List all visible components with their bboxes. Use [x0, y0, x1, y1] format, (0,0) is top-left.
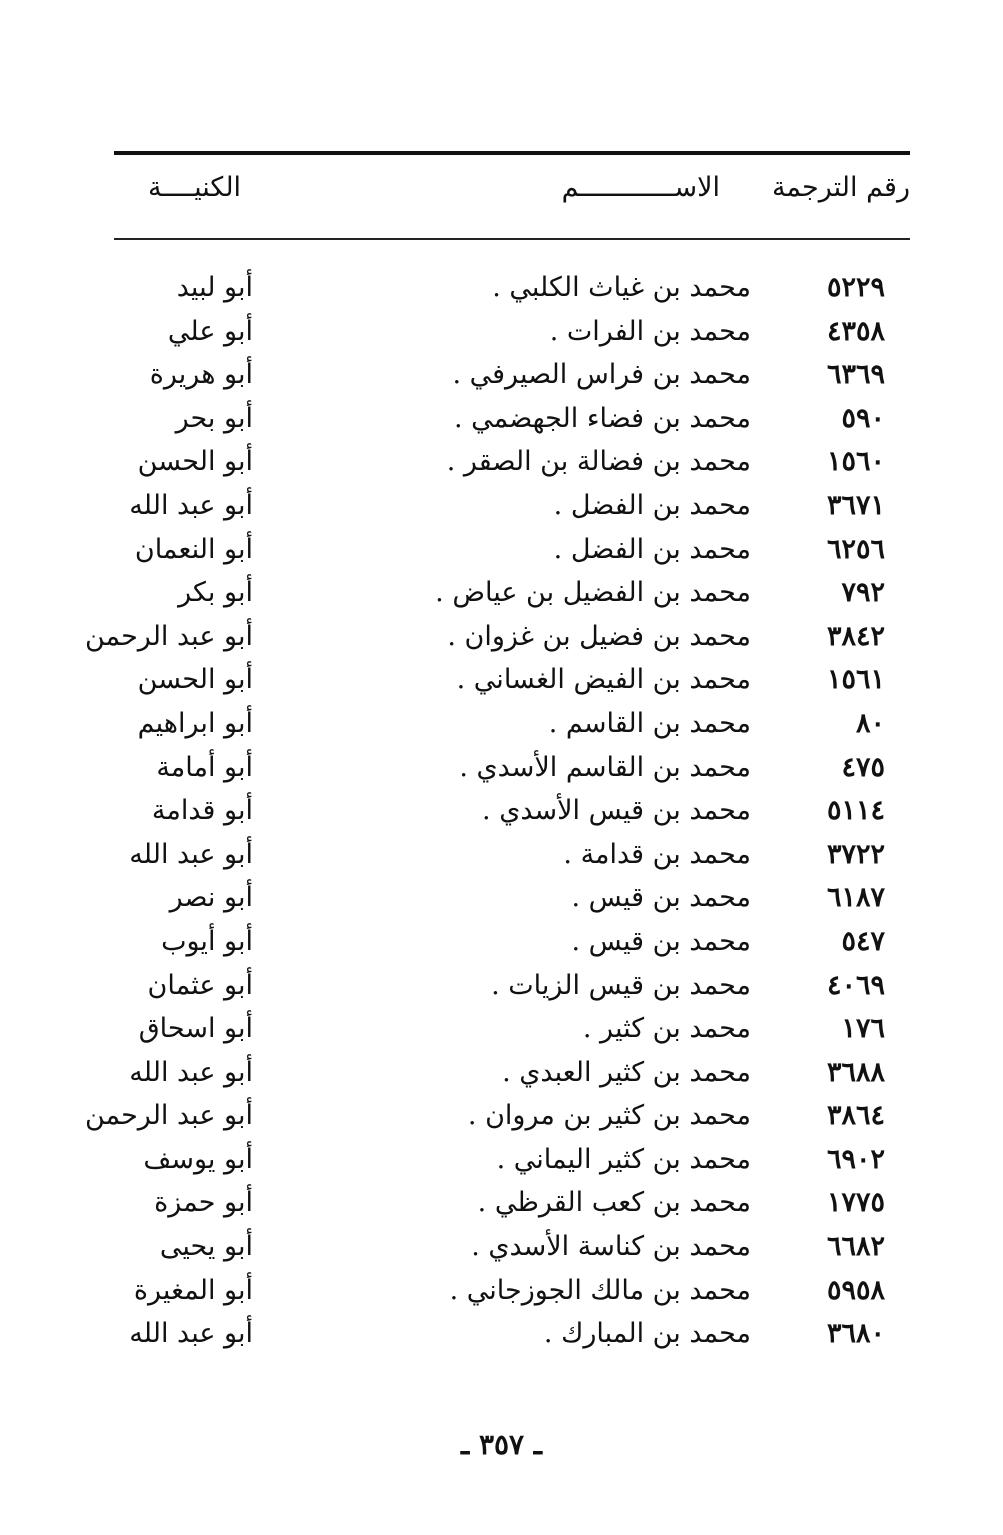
- entry-kunya: أبو هريرة: [149, 359, 253, 391]
- header-kunya: الكنيــــة: [148, 172, 242, 203]
- entry-kunya: أبو يوسف: [143, 1143, 253, 1175]
- entry-kunya: أبو لبيد: [176, 272, 253, 303]
- entry-name: محمد بن كثير اليماني .: [496, 1143, 751, 1175]
- entry-number: ٥٩٥٨: [826, 1274, 885, 1306]
- entry-name: محمد بن فضيل بن غزوان .: [447, 620, 751, 652]
- entry-kunya: أبو عثمان: [147, 969, 253, 1001]
- entry-kunya: أبو عبد الرحمن: [84, 1100, 253, 1132]
- entry-number: ٥٢٢٩: [826, 272, 885, 303]
- entry-kunya: أبو عبد الرحمن: [84, 620, 253, 652]
- table-row: [0, 397, 1003, 441]
- entry-number: ٦٦٨٢: [826, 1231, 885, 1263]
- entry-number: ٣٨٤٢: [826, 620, 885, 652]
- entry-name: محمد بن القاسم الأسدي .: [459, 751, 751, 783]
- entry-number: ٤٣٥٨: [826, 315, 885, 347]
- entry-kunya: أبو عبد الله: [129, 489, 253, 521]
- entry-number: ٥٩٠: [841, 402, 885, 434]
- table-row: [0, 1094, 1003, 1138]
- entry-number: ٦٢٥٦: [826, 533, 885, 565]
- table-row: [0, 789, 1003, 833]
- entry-number: ٣٦٨٠: [826, 1318, 885, 1350]
- table-row: [0, 484, 1003, 528]
- entry-kunya: أبو الحسن: [137, 446, 253, 478]
- entry-kunya: أبو عبد الله: [129, 1318, 253, 1350]
- entry-name: محمد بن قدامة .: [563, 838, 751, 870]
- entry-name: محمد بن الفضيل بن عياض .: [435, 577, 751, 609]
- entry-kunya: أبو ابراهيم: [137, 707, 253, 739]
- table-row: [0, 964, 1003, 1008]
- entry-number: ٤٠٦٩: [826, 969, 885, 1001]
- header-rule: [114, 238, 910, 240]
- table-row: [0, 920, 1003, 964]
- entry-name: محمد بن القاسم .: [548, 707, 751, 739]
- entry-name: محمد بن المبارك .: [543, 1318, 751, 1350]
- entry-kunya: أبو حمزة: [154, 1187, 253, 1219]
- entry-number: ٨٠: [855, 707, 885, 739]
- entry-name: محمد بن كناسة الأسدي .: [471, 1231, 751, 1263]
- entry-kunya: أبو عبد الله: [129, 838, 253, 870]
- entry-kunya: أبو أمامة: [156, 751, 253, 783]
- table-row: [0, 1138, 1003, 1182]
- entry-number: ٣٦٨٨: [826, 1056, 885, 1088]
- entry-name: محمد بن قيس .: [571, 925, 751, 957]
- entry-kunya: أبو النعمان: [134, 533, 253, 565]
- entry-number: ٦٩٠٢: [826, 1143, 885, 1175]
- entry-number: ١٥٦١: [826, 664, 885, 696]
- table-row: [0, 266, 1003, 310]
- entry-kunya: أبو الحسن: [137, 664, 253, 696]
- table-row: [0, 1312, 1003, 1356]
- entry-kunya: أبو يحيى: [159, 1231, 253, 1263]
- table-row: [0, 440, 1003, 484]
- entry-name: محمد بن قيس .: [571, 882, 751, 914]
- table-row: [0, 746, 1003, 790]
- entry-name: محمد بن قيس الأسدي .: [482, 795, 751, 827]
- table-row: [0, 1181, 1003, 1225]
- entry-name: محمد بن الفيض الغساني .: [456, 664, 751, 696]
- entry-kunya: أبو أيوب: [161, 925, 253, 957]
- entry-name: محمد بن الفضل .: [553, 489, 751, 521]
- entry-number: ٣٧٢٢: [826, 838, 885, 870]
- entry-name: محمد بن الفرات .: [549, 315, 751, 347]
- entry-kunya: أبو قدامة: [151, 795, 253, 827]
- entry-number: ٥١١٤: [826, 795, 885, 827]
- entry-name: محمد بن كثير .: [582, 1013, 751, 1045]
- entry-kunya: أبو علي: [167, 315, 253, 347]
- entry-number: ١٥٦٠: [826, 446, 885, 478]
- entry-number: ٤٧٥: [841, 751, 885, 783]
- entry-name: محمد بن فضالة بن الصقر .: [446, 446, 751, 478]
- table-row: [0, 353, 1003, 397]
- entry-number: ٥٤٧: [841, 925, 885, 957]
- top-rule: [114, 151, 910, 155]
- entry-name: محمد بن كعب القرظي .: [477, 1187, 751, 1219]
- entry-kunya: أبو نصر: [169, 882, 253, 914]
- table-row: [0, 833, 1003, 877]
- entry-number: ٣٦٧١: [826, 489, 885, 521]
- entry-number: ١٧٦: [841, 1013, 885, 1045]
- entry-kunya: أبو بحر: [175, 402, 253, 434]
- entry-number: ٦١٨٧: [826, 882, 885, 914]
- entry-name: محمد بن فراس الصيرفي .: [452, 359, 751, 391]
- header-number: رقم الترجمة: [771, 172, 910, 203]
- header-name: الاســــــــــــم: [561, 172, 720, 203]
- table-row: [0, 310, 1003, 354]
- entry-kunya: أبو بكر: [178, 577, 253, 609]
- entry-name: محمد بن قيس الزيات .: [491, 969, 751, 1001]
- entries-table: [0, 266, 1003, 1356]
- entry-name: محمد بن مالك الجوزجاني .: [449, 1274, 751, 1306]
- table-row: [0, 1051, 1003, 1095]
- entry-kunya: أبو المغيرة: [133, 1274, 253, 1306]
- table-row: [0, 571, 1003, 615]
- page-number: ـ ٣٥٧ ـ: [460, 1428, 543, 1461]
- table-row: [0, 876, 1003, 920]
- table-row: [0, 1007, 1003, 1051]
- entry-name: محمد بن غياث الكلبي .: [492, 272, 751, 303]
- table-row: [0, 1269, 1003, 1313]
- table-row: [0, 702, 1003, 746]
- entry-number: ٧٩٢: [841, 577, 885, 609]
- entry-kunya: أبو اسحاق: [138, 1013, 253, 1045]
- table-row: [0, 658, 1003, 702]
- entry-number: ١٧٧٥: [826, 1187, 885, 1219]
- entry-name: محمد بن كثير بن مروان .: [467, 1100, 751, 1132]
- table-row: [0, 615, 1003, 659]
- entry-number: ٦٣٦٩: [826, 359, 885, 391]
- entry-name: محمد بن كثير العبدي .: [502, 1056, 751, 1088]
- table-row: [0, 1225, 1003, 1269]
- entry-name: محمد بن فضاء الجهضمي .: [453, 402, 751, 434]
- entry-name: محمد بن الفضل .: [553, 533, 751, 565]
- entry-kunya: أبو عبد الله: [129, 1056, 253, 1088]
- entry-number: ٣٨٦٤: [826, 1100, 885, 1132]
- table-row: [0, 528, 1003, 572]
